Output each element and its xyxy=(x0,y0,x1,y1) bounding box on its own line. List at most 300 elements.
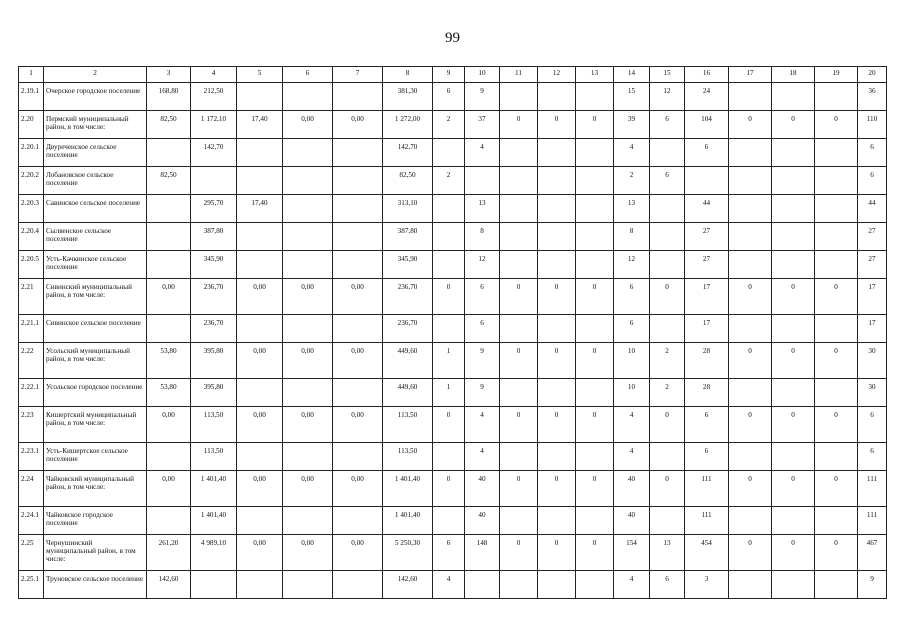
table-cell: 0,00 xyxy=(147,407,191,443)
table-cell xyxy=(772,315,815,343)
table-cell xyxy=(283,507,333,535)
table-cell xyxy=(500,139,538,167)
table-cell: 0 xyxy=(538,279,576,315)
column-header: 20 xyxy=(858,67,887,83)
column-header: 6 xyxy=(283,67,333,83)
table-cell: 30 xyxy=(858,379,887,407)
table-cell xyxy=(500,167,538,195)
row-name-cell: Чернушинский муниципальный район, в том числе: xyxy=(44,535,147,571)
table-cell xyxy=(237,83,283,111)
row-code-cell: 2.20.3 xyxy=(19,195,44,223)
table-cell: 6 xyxy=(650,167,685,195)
table-cell: 0 xyxy=(650,407,685,443)
table-cell: 345,90 xyxy=(191,251,237,279)
data-table xyxy=(18,66,887,599)
table-cell: 111 xyxy=(858,507,887,535)
table-cell: 0 xyxy=(500,471,538,507)
table-cell xyxy=(237,315,283,343)
table-cell xyxy=(538,195,576,223)
table-cell: 1 401,40 xyxy=(191,507,237,535)
table-cell xyxy=(576,139,614,167)
table-cell: 0 xyxy=(650,279,685,315)
table-cell xyxy=(576,443,614,471)
table-cell: 15 xyxy=(614,83,650,111)
table-cell: 9 xyxy=(465,379,500,407)
table-cell xyxy=(815,167,858,195)
table-cell: 261,20 xyxy=(147,535,191,571)
table-cell: 1 401,40 xyxy=(383,471,433,507)
table-cell: 53,80 xyxy=(147,379,191,407)
table-cell: 8 xyxy=(614,223,650,251)
table-cell: 12 xyxy=(650,83,685,111)
table-cell: 44 xyxy=(685,195,729,223)
table-cell: 5 250,30 xyxy=(383,535,433,571)
table-cell: 6 xyxy=(650,571,685,599)
table-cell xyxy=(237,571,283,599)
column-header: 13 xyxy=(576,67,614,83)
table-cell xyxy=(333,139,383,167)
table-cell xyxy=(729,379,772,407)
table-cell xyxy=(191,167,237,195)
table-cell xyxy=(729,507,772,535)
table-cell xyxy=(729,139,772,167)
table-cell: 0,00 xyxy=(147,279,191,315)
table-cell xyxy=(729,167,772,195)
table-cell xyxy=(815,139,858,167)
table-cell: 6 xyxy=(685,407,729,443)
table-cell xyxy=(815,507,858,535)
table-cell xyxy=(538,507,576,535)
table-cell xyxy=(650,443,685,471)
row-name-cell: Сивинское сельское поселение xyxy=(44,315,147,343)
table-cell xyxy=(500,571,538,599)
table-row xyxy=(19,407,887,443)
table-cell: 142,60 xyxy=(383,571,433,599)
table-cell xyxy=(283,83,333,111)
table-cell: 113,50 xyxy=(191,407,237,443)
table-cell xyxy=(650,251,685,279)
table-cell: 28 xyxy=(685,379,729,407)
table-cell: 0,00 xyxy=(333,471,383,507)
table-cell: 104 xyxy=(685,111,729,139)
table-cell: 168,80 xyxy=(147,83,191,111)
table-cell: 9 xyxy=(465,83,500,111)
table-cell xyxy=(538,443,576,471)
table-cell xyxy=(500,83,538,111)
table-cell xyxy=(729,571,772,599)
table-cell xyxy=(433,195,465,223)
table-cell xyxy=(538,379,576,407)
table-cell xyxy=(465,167,500,195)
table-cell: 0 xyxy=(772,111,815,139)
table-cell: 27 xyxy=(858,251,887,279)
row-name-cell: Труновское сельское поселение xyxy=(44,571,147,599)
table-cell xyxy=(772,139,815,167)
table-cell xyxy=(650,315,685,343)
table-cell: 4 xyxy=(614,443,650,471)
table-cell xyxy=(538,315,576,343)
column-header: 7 xyxy=(333,67,383,83)
column-header: 15 xyxy=(650,67,685,83)
table-cell xyxy=(576,195,614,223)
row-code-cell: 2.23.1 xyxy=(19,443,44,471)
table-cell xyxy=(237,443,283,471)
table-cell xyxy=(147,507,191,535)
row-code-cell: 2.25 xyxy=(19,535,44,571)
table-cell xyxy=(237,139,283,167)
table-cell: 0,00 xyxy=(147,471,191,507)
table-cell xyxy=(538,167,576,195)
table-cell: 30 xyxy=(858,343,887,379)
table-cell xyxy=(147,443,191,471)
table-cell xyxy=(685,167,729,195)
table-cell: 4 xyxy=(465,407,500,443)
column-header: 4 xyxy=(191,67,237,83)
row-name-cell: Очерское городское поселение xyxy=(44,83,147,111)
row-name-cell: Двуреченское сельское поселение xyxy=(44,139,147,167)
table-cell: 236,70 xyxy=(383,279,433,315)
table-cell: 4 xyxy=(465,139,500,167)
row-name-cell: Савинское сельское поселение xyxy=(44,195,147,223)
table-cell: 313,10 xyxy=(383,195,433,223)
table-cell xyxy=(433,315,465,343)
table-cell xyxy=(500,315,538,343)
table-cell: 0 xyxy=(815,111,858,139)
table-cell: 3 xyxy=(685,571,729,599)
table-cell: 6 xyxy=(433,535,465,571)
table-cell: 0,00 xyxy=(283,407,333,443)
row-code-cell: 2.20 xyxy=(19,111,44,139)
table-cell xyxy=(283,315,333,343)
row-name-cell: Кишертский муниципальный район, в том числе: xyxy=(44,407,147,443)
table-cell xyxy=(283,167,333,195)
table-row xyxy=(19,471,887,507)
table-cell: 0 xyxy=(576,535,614,571)
table-cell xyxy=(576,83,614,111)
table-cell: 110 xyxy=(858,111,887,139)
table-cell xyxy=(772,223,815,251)
table-cell xyxy=(237,251,283,279)
table-cell: 0 xyxy=(815,279,858,315)
table-cell: 295,70 xyxy=(191,195,237,223)
column-header: 17 xyxy=(729,67,772,83)
table-cell: 1 172,10 xyxy=(191,111,237,139)
table-cell: 1 272,00 xyxy=(383,111,433,139)
table-cell xyxy=(576,571,614,599)
table-cell: 0 xyxy=(500,407,538,443)
table-cell: 17,40 xyxy=(237,111,283,139)
table-cell: 0,00 xyxy=(237,343,283,379)
table-cell: 40 xyxy=(614,471,650,507)
table-row xyxy=(19,195,887,223)
table-cell xyxy=(283,195,333,223)
table-cell xyxy=(729,83,772,111)
table-cell: 40 xyxy=(465,471,500,507)
table-cell: 6 xyxy=(858,139,887,167)
table-cell: 0,00 xyxy=(283,111,333,139)
table-cell: 0 xyxy=(576,111,614,139)
table-cell: 0,00 xyxy=(333,279,383,315)
table-cell: 36 xyxy=(858,83,887,111)
row-code-cell: 2.24.1 xyxy=(19,507,44,535)
table-cell: 37 xyxy=(465,111,500,139)
table-cell xyxy=(772,83,815,111)
table-cell xyxy=(729,195,772,223)
table-row xyxy=(19,571,887,599)
table-cell: 2 xyxy=(433,167,465,195)
row-code-cell: 2.20.5 xyxy=(19,251,44,279)
row-name-cell: Сивинский муниципальный район, в том числе: xyxy=(44,279,147,315)
table-cell: 0,00 xyxy=(283,343,333,379)
row-name-cell: Чайковское городское поселение xyxy=(44,507,147,535)
column-header: 16 xyxy=(685,67,729,83)
table-cell: 4 xyxy=(614,407,650,443)
table-cell xyxy=(333,195,383,223)
table-row xyxy=(19,223,887,251)
table-cell: 0 xyxy=(576,343,614,379)
table-cell: 454 xyxy=(685,535,729,571)
table-cell: 387,80 xyxy=(191,223,237,251)
table-cell: 0 xyxy=(538,407,576,443)
table-cell xyxy=(772,195,815,223)
column-header: 12 xyxy=(538,67,576,83)
table-cell xyxy=(147,251,191,279)
table-cell: 0 xyxy=(576,279,614,315)
table-cell xyxy=(815,315,858,343)
row-name-cell: Чайковский муниципальный район, в том числе: xyxy=(44,471,147,507)
table-cell: 82,50 xyxy=(147,111,191,139)
column-header: 8 xyxy=(383,67,433,83)
table-cell xyxy=(815,195,858,223)
table-cell xyxy=(333,167,383,195)
table-cell xyxy=(729,251,772,279)
table-cell: 27 xyxy=(685,223,729,251)
table-cell: 0 xyxy=(538,471,576,507)
table-cell xyxy=(500,443,538,471)
table-cell: 111 xyxy=(685,471,729,507)
table-cell: 0 xyxy=(433,279,465,315)
table-cell xyxy=(237,223,283,251)
table-cell xyxy=(147,139,191,167)
table-cell: 0 xyxy=(500,343,538,379)
table-row xyxy=(19,279,887,315)
table-cell: 39 xyxy=(614,111,650,139)
table-cell xyxy=(283,443,333,471)
table-cell xyxy=(500,223,538,251)
column-header: 18 xyxy=(772,67,815,83)
table-cell xyxy=(465,571,500,599)
table-cell: 28 xyxy=(685,343,729,379)
table-cell xyxy=(147,195,191,223)
table-cell: 1 401,40 xyxy=(383,507,433,535)
table-cell: 4 xyxy=(614,571,650,599)
table-cell: 0,00 xyxy=(333,407,383,443)
table-cell: 395,80 xyxy=(191,379,237,407)
table-cell: 6 xyxy=(650,111,685,139)
table-row xyxy=(19,83,887,111)
table-cell: 0 xyxy=(576,407,614,443)
row-name-cell: Сылвенское сельское поселение xyxy=(44,223,147,251)
table-cell: 44 xyxy=(858,195,887,223)
table-cell xyxy=(729,223,772,251)
table-cell: 0 xyxy=(729,343,772,379)
table-cell xyxy=(772,379,815,407)
column-header: 1 xyxy=(19,67,44,83)
table-cell xyxy=(433,251,465,279)
table-cell: 13 xyxy=(465,195,500,223)
table-cell: 0 xyxy=(815,343,858,379)
table-cell xyxy=(650,139,685,167)
table-cell: 395,80 xyxy=(191,343,237,379)
table-cell: 142,60 xyxy=(147,571,191,599)
table-cell xyxy=(772,507,815,535)
column-header: 14 xyxy=(614,67,650,83)
table-cell: 236,70 xyxy=(191,315,237,343)
row-name-cell: Усть-Кишертское сельское поселение xyxy=(44,443,147,471)
table-cell: 1 401,40 xyxy=(191,471,237,507)
table-cell: 6 xyxy=(614,315,650,343)
table-cell: 1 xyxy=(433,343,465,379)
table-cell xyxy=(576,315,614,343)
row-code-cell: 2.24 xyxy=(19,471,44,507)
table-cell xyxy=(283,139,333,167)
table-row xyxy=(19,507,887,535)
table-cell: 0 xyxy=(729,407,772,443)
table-cell xyxy=(538,83,576,111)
table-cell xyxy=(433,443,465,471)
row-code-cell: 2.23 xyxy=(19,407,44,443)
table-cell: 0 xyxy=(500,535,538,571)
table-row xyxy=(19,315,887,343)
table-cell: 345,90 xyxy=(383,251,433,279)
table-cell: 4 xyxy=(433,571,465,599)
table-cell: 82,50 xyxy=(147,167,191,195)
table-cell xyxy=(650,507,685,535)
table-cell: 6 xyxy=(685,139,729,167)
table-cell: 24 xyxy=(685,83,729,111)
table-cell xyxy=(772,443,815,471)
table-cell: 4 989,10 xyxy=(191,535,237,571)
table-cell xyxy=(433,223,465,251)
table-cell xyxy=(576,223,614,251)
row-code-cell: 2.22 xyxy=(19,343,44,379)
table-cell: 0 xyxy=(433,471,465,507)
table-cell: 6 xyxy=(614,279,650,315)
table-cell: 0 xyxy=(772,279,815,315)
table-cell: 2 xyxy=(614,167,650,195)
row-name-cell: Усольский муниципальный район, в том числе: xyxy=(44,343,147,379)
table-cell xyxy=(576,379,614,407)
table-cell xyxy=(433,139,465,167)
table-cell xyxy=(283,223,333,251)
column-header: 5 xyxy=(237,67,283,83)
table-cell: 6 xyxy=(465,279,500,315)
table-cell: 0 xyxy=(538,535,576,571)
table-cell: 113,50 xyxy=(383,407,433,443)
table-row xyxy=(19,167,887,195)
table-cell: 142,70 xyxy=(191,139,237,167)
table-cell: 9 xyxy=(465,343,500,379)
row-name-cell: Пермский муниципальный район, в том числе: xyxy=(44,111,147,139)
table-cell xyxy=(576,507,614,535)
table-cell: 17 xyxy=(858,315,887,343)
table-cell: 40 xyxy=(465,507,500,535)
table-cell: 449,60 xyxy=(383,379,433,407)
table-cell: 0 xyxy=(772,535,815,571)
table-row xyxy=(19,535,887,571)
table-cell xyxy=(815,379,858,407)
table-cell: 236,70 xyxy=(383,315,433,343)
table-cell xyxy=(333,379,383,407)
table-cell: 2 xyxy=(650,379,685,407)
table-row xyxy=(19,111,887,139)
table-cell: 53,80 xyxy=(147,343,191,379)
table-cell: 212,50 xyxy=(191,83,237,111)
table-cell xyxy=(815,251,858,279)
table-cell xyxy=(650,223,685,251)
table-cell xyxy=(772,571,815,599)
table-cell: 4 xyxy=(465,443,500,471)
table-cell: 6 xyxy=(465,315,500,343)
table-cell: 6 xyxy=(433,83,465,111)
table-cell xyxy=(815,571,858,599)
table-cell xyxy=(433,507,465,535)
table-cell xyxy=(500,251,538,279)
table-row xyxy=(19,443,887,471)
table-cell: 0 xyxy=(815,407,858,443)
table-cell: 111 xyxy=(858,471,887,507)
table-cell: 4 xyxy=(614,139,650,167)
table-cell: 0 xyxy=(500,279,538,315)
table-cell xyxy=(538,251,576,279)
column-header: 10 xyxy=(465,67,500,83)
table-cell xyxy=(500,507,538,535)
table-cell: 0 xyxy=(433,407,465,443)
table-cell: 0,00 xyxy=(237,471,283,507)
table-cell xyxy=(283,379,333,407)
table-row xyxy=(19,379,887,407)
table-cell: 2 xyxy=(650,343,685,379)
table-cell: 148 xyxy=(465,535,500,571)
table-cell xyxy=(538,139,576,167)
table-cell xyxy=(333,223,383,251)
table-row xyxy=(19,139,887,167)
table-cell: 0 xyxy=(772,343,815,379)
table-cell xyxy=(772,167,815,195)
table-cell xyxy=(576,167,614,195)
table-cell: 0,00 xyxy=(333,343,383,379)
table-cell xyxy=(650,195,685,223)
table-cell: 10 xyxy=(614,379,650,407)
row-code-cell: 2.21.1 xyxy=(19,315,44,343)
row-name-cell: Усольское городское поселение xyxy=(44,379,147,407)
row-code-cell: 2.19.1 xyxy=(19,83,44,111)
table-cell: 0 xyxy=(729,471,772,507)
table-cell: 0 xyxy=(772,471,815,507)
row-code-cell: 2.20.2 xyxy=(19,167,44,195)
column-header: 9 xyxy=(433,67,465,83)
table-cell: 17 xyxy=(685,279,729,315)
table-cell: 236,70 xyxy=(191,279,237,315)
row-code-cell: 2.20.1 xyxy=(19,139,44,167)
table-cell xyxy=(815,83,858,111)
table-cell: 12 xyxy=(614,251,650,279)
table-cell: 381,30 xyxy=(383,83,433,111)
table-cell: 1 xyxy=(433,379,465,407)
table-cell: 6 xyxy=(858,407,887,443)
table-cell xyxy=(576,251,614,279)
table-cell xyxy=(500,379,538,407)
